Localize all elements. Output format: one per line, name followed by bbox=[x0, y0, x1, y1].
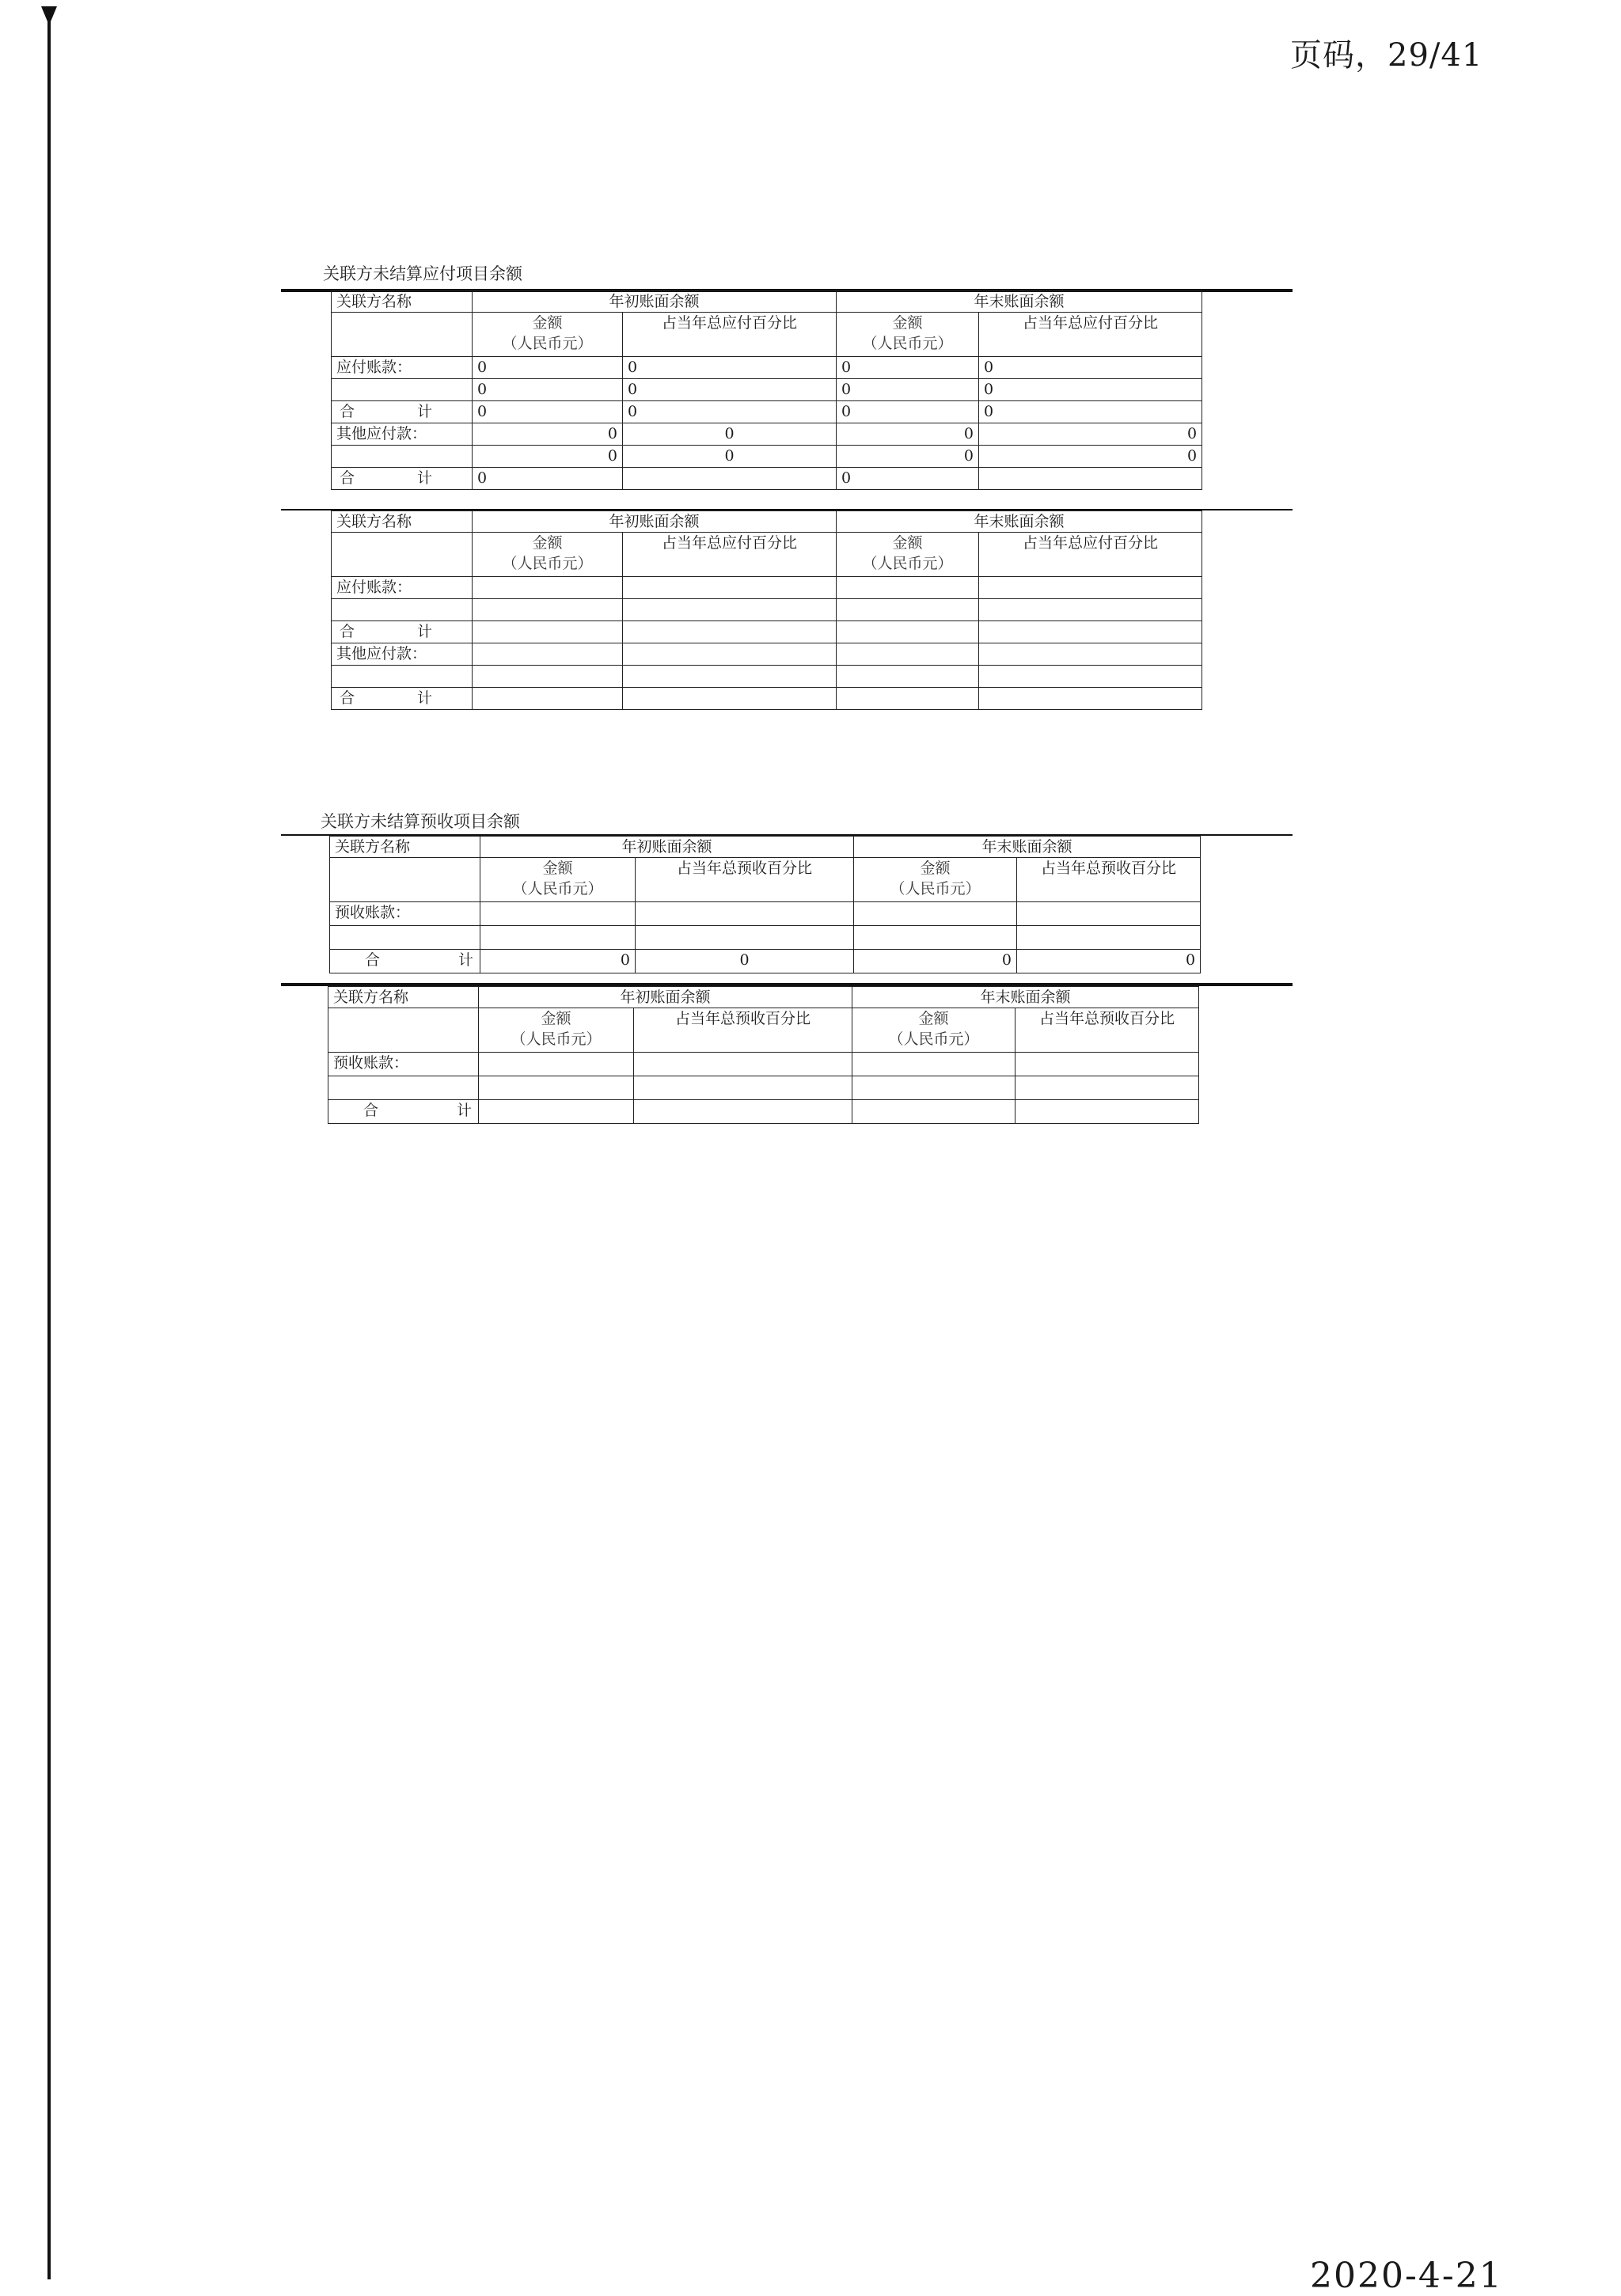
binder-margin-line bbox=[47, 14, 51, 2279]
col-party-name-blank bbox=[328, 1008, 479, 1053]
cell-value: 0 bbox=[480, 950, 636, 973]
cell-value bbox=[837, 688, 979, 710]
cell-value: 0 bbox=[623, 379, 837, 401]
amount-label: 金额 bbox=[532, 314, 563, 332]
cell-value bbox=[623, 621, 837, 643]
col-party-name: 关联方名称 bbox=[332, 291, 473, 313]
table-row bbox=[332, 666, 1202, 688]
cell-value: 0 bbox=[979, 401, 1202, 423]
amount-label: 金额 bbox=[541, 1010, 571, 1027]
table-row bbox=[328, 1076, 1199, 1100]
cell-value: 0 bbox=[979, 357, 1202, 379]
cell-value: 0 bbox=[473, 423, 623, 446]
row-label bbox=[332, 666, 473, 688]
cell-value bbox=[634, 1053, 852, 1076]
col-group-begin: 年初账面余额 bbox=[473, 291, 837, 313]
payables-table-1 bbox=[331, 290, 1202, 490]
row-label: 合 计 bbox=[330, 950, 480, 973]
row-label: 预收账款： bbox=[330, 902, 480, 926]
cell-value bbox=[854, 902, 1017, 926]
row-label: 其他应付款： bbox=[332, 643, 473, 666]
row-label: 合 计 bbox=[328, 1100, 479, 1124]
row-label bbox=[328, 1076, 479, 1100]
col-group-end: 年末账面余额 bbox=[852, 987, 1199, 1008]
amount-label: 金额 bbox=[918, 1010, 949, 1027]
cell-value bbox=[837, 621, 979, 643]
cell-value: 0 bbox=[473, 357, 623, 379]
row-label bbox=[330, 926, 480, 950]
cell-value bbox=[623, 643, 837, 666]
col-party-name-blank bbox=[330, 858, 480, 902]
row-label: 应付账款： bbox=[332, 577, 473, 599]
row-label: 合 计 bbox=[332, 468, 473, 490]
receipts-table-1 bbox=[329, 836, 1201, 973]
col-ratio-end: 占当年总预收百分比 bbox=[1015, 1008, 1199, 1053]
table-row bbox=[332, 379, 1202, 401]
cell-value bbox=[479, 1053, 634, 1076]
cell-value: 0 bbox=[837, 446, 979, 468]
cell-value: 0 bbox=[1017, 950, 1201, 973]
currency-label: （人民币元） bbox=[862, 335, 953, 352]
cell-value: 0 bbox=[979, 379, 1202, 401]
cell-value bbox=[854, 926, 1017, 950]
amount-label: 金额 bbox=[532, 534, 563, 552]
col-ratio-end: 占当年总预收百分比 bbox=[1017, 858, 1201, 902]
cell-value bbox=[473, 621, 623, 643]
col-party-name: 关联方名称 bbox=[332, 511, 473, 533]
cell-value bbox=[623, 468, 837, 490]
cell-value: 0 bbox=[837, 401, 979, 423]
table-row bbox=[332, 401, 1202, 423]
payables-section-title: 关联方未结算应付项目余额 bbox=[323, 264, 522, 283]
table-row bbox=[332, 577, 1202, 599]
receipts-table-2 bbox=[328, 986, 1199, 1124]
col-party-name: 关联方名称 bbox=[328, 987, 479, 1008]
amount-label: 金额 bbox=[542, 860, 573, 877]
cell-value: 0 bbox=[636, 950, 854, 973]
amount-label: 金额 bbox=[892, 314, 923, 332]
table-row bbox=[332, 423, 1202, 446]
header-row-fields bbox=[332, 533, 1202, 577]
cell-value: 0 bbox=[623, 357, 837, 379]
col-amount-begin bbox=[479, 1008, 634, 1053]
col-amount-end bbox=[854, 858, 1017, 902]
header-row-groups bbox=[330, 837, 1201, 858]
header-row-groups bbox=[332, 511, 1202, 533]
cell-value: 0 bbox=[473, 468, 623, 490]
amount-label: 金额 bbox=[920, 860, 951, 877]
cell-value: 0 bbox=[473, 446, 623, 468]
cell-value bbox=[979, 577, 1202, 599]
cell-value bbox=[837, 599, 979, 621]
cell-value bbox=[979, 643, 1202, 666]
col-amount-end bbox=[837, 533, 979, 577]
cell-value bbox=[837, 577, 979, 599]
col-group-end: 年末账面余额 bbox=[854, 837, 1201, 858]
cell-value bbox=[979, 599, 1202, 621]
header-row-groups bbox=[328, 987, 1199, 1008]
table-row bbox=[330, 902, 1201, 926]
receipts-section-title: 关联方未结算预收项目余额 bbox=[321, 812, 520, 831]
table-row bbox=[332, 446, 1202, 468]
cell-value bbox=[636, 926, 854, 950]
cell-value bbox=[837, 666, 979, 688]
cell-value: 0 bbox=[854, 950, 1017, 973]
col-amount-end bbox=[837, 313, 979, 357]
cell-value bbox=[979, 688, 1202, 710]
cell-value bbox=[852, 1076, 1015, 1100]
col-ratio-begin: 占当年总应付百分比 bbox=[623, 533, 837, 577]
currency-label: （人民币元） bbox=[890, 880, 981, 898]
col-group-begin: 年初账面余额 bbox=[480, 837, 854, 858]
header-row-fields bbox=[330, 858, 1201, 902]
cell-value: 0 bbox=[979, 423, 1202, 446]
cell-value bbox=[480, 902, 636, 926]
cell-value bbox=[1015, 1076, 1199, 1100]
cell-value bbox=[634, 1076, 852, 1100]
col-group-begin: 年初账面余额 bbox=[473, 511, 837, 533]
cell-value: 0 bbox=[473, 401, 623, 423]
col-ratio-end: 占当年总应付百分比 bbox=[979, 313, 1202, 357]
table-row bbox=[332, 688, 1202, 710]
payables-table-2 bbox=[331, 510, 1202, 710]
cell-value bbox=[623, 599, 837, 621]
cell-value bbox=[979, 621, 1202, 643]
table-row bbox=[330, 926, 1201, 950]
cell-value: 0 bbox=[623, 446, 837, 468]
row-label: 应付账款： bbox=[332, 357, 473, 379]
currency-label: （人民币元） bbox=[511, 1030, 602, 1048]
cell-value bbox=[480, 926, 636, 950]
currency-label: （人民币元） bbox=[862, 555, 953, 572]
cell-value bbox=[473, 577, 623, 599]
cell-value: 0 bbox=[979, 446, 1202, 468]
cell-value: 0 bbox=[837, 357, 979, 379]
table-row bbox=[332, 643, 1202, 666]
row-label bbox=[332, 599, 473, 621]
row-label bbox=[332, 379, 473, 401]
col-party-name-blank bbox=[332, 313, 473, 357]
table-row bbox=[332, 599, 1202, 621]
cell-value bbox=[473, 666, 623, 688]
cell-value: 0 bbox=[623, 401, 837, 423]
cell-value: 0 bbox=[473, 379, 623, 401]
cell-value bbox=[837, 643, 979, 666]
col-amount-begin bbox=[480, 858, 636, 902]
row-label: 其他应付款： bbox=[332, 423, 473, 446]
col-ratio-begin: 占当年总应付百分比 bbox=[623, 313, 837, 357]
cell-value bbox=[1015, 1053, 1199, 1076]
cell-value bbox=[1017, 926, 1201, 950]
table-row bbox=[328, 1053, 1199, 1076]
table-row bbox=[332, 357, 1202, 379]
cell-value bbox=[979, 468, 1202, 490]
col-amount-end bbox=[852, 1008, 1015, 1053]
header-row-fields bbox=[332, 313, 1202, 357]
table-row bbox=[328, 1100, 1199, 1124]
cell-value bbox=[852, 1100, 1015, 1124]
header-row-groups bbox=[332, 291, 1202, 313]
cell-value bbox=[473, 643, 623, 666]
col-amount-begin bbox=[473, 313, 623, 357]
col-ratio-end: 占当年总应付百分比 bbox=[979, 533, 1202, 577]
cell-value: 0 bbox=[837, 379, 979, 401]
cell-value bbox=[473, 688, 623, 710]
cell-value bbox=[623, 577, 837, 599]
cell-value bbox=[623, 688, 837, 710]
col-party-name: 关联方名称 bbox=[330, 837, 480, 858]
document-date: 2020-4-21 bbox=[1310, 2256, 1503, 2296]
col-amount-begin bbox=[473, 533, 623, 577]
row-label: 预收账款： bbox=[328, 1053, 479, 1076]
cell-value bbox=[1015, 1100, 1199, 1124]
cell-value: 0 bbox=[837, 423, 979, 446]
row-label: 合 计 bbox=[332, 401, 473, 423]
table-row bbox=[332, 468, 1202, 490]
col-ratio-begin: 占当年总预收百分比 bbox=[636, 858, 854, 902]
page-number: 页码，29/41 bbox=[1290, 37, 1483, 74]
cell-value bbox=[979, 666, 1202, 688]
cell-value bbox=[636, 902, 854, 926]
cell-value bbox=[473, 599, 623, 621]
cell-value bbox=[634, 1100, 852, 1124]
row-label: 合 计 bbox=[332, 688, 473, 710]
cell-value bbox=[852, 1053, 1015, 1076]
col-group-begin: 年初账面余额 bbox=[479, 987, 852, 1008]
currency-label: （人民币元） bbox=[512, 880, 603, 898]
col-group-end: 年末账面余额 bbox=[837, 291, 1202, 313]
col-group-end: 年末账面余额 bbox=[837, 511, 1202, 533]
row-label bbox=[332, 446, 473, 468]
currency-label: （人民币元） bbox=[502, 555, 593, 572]
col-party-name-blank bbox=[332, 533, 473, 577]
cell-value: 0 bbox=[623, 423, 837, 446]
cell-value: 0 bbox=[837, 468, 979, 490]
currency-label: （人民币元） bbox=[888, 1030, 979, 1048]
currency-label: （人民币元） bbox=[502, 335, 593, 352]
cell-value bbox=[623, 666, 837, 688]
cell-value bbox=[479, 1076, 634, 1100]
col-ratio-begin: 占当年总预收百分比 bbox=[634, 1008, 852, 1053]
header-row-fields bbox=[328, 1008, 1199, 1053]
cell-value bbox=[1017, 902, 1201, 926]
table-row bbox=[330, 950, 1201, 973]
table-row bbox=[332, 621, 1202, 643]
row-label: 合 计 bbox=[332, 621, 473, 643]
amount-label: 金额 bbox=[892, 534, 923, 552]
